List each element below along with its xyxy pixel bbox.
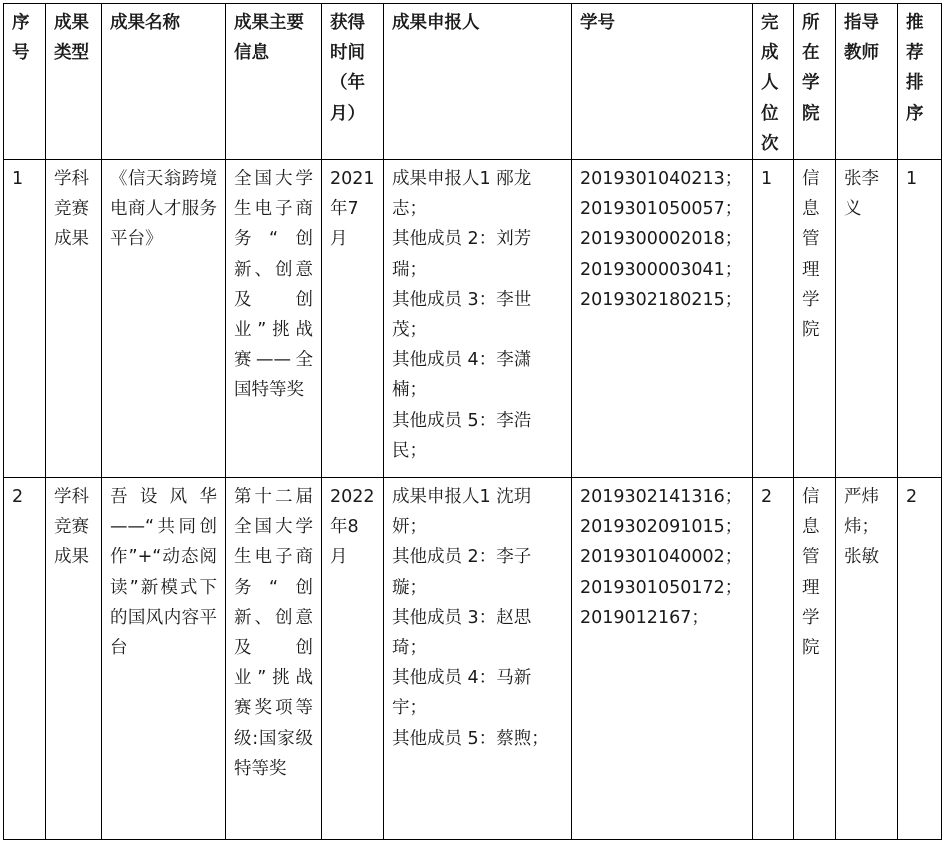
cell-advisor: 张李义 (836, 160, 898, 478)
cell-applicants (384, 160, 572, 478)
header-row (4, 4, 942, 160)
applicant-line: 其他成员 2：李子璇； (392, 547, 532, 598)
applicant-line: 其他成员 5：蔡煦； (392, 728, 549, 749)
cell-type: 学科竞赛成果 (46, 160, 102, 478)
cell-time: 2021年7月 (322, 160, 384, 478)
header-order: 推荐排序 (898, 4, 942, 160)
cell-time: 2022年8月 (322, 478, 384, 840)
student-id: 2019012167； (580, 607, 709, 628)
table-row (4, 160, 942, 478)
cell-rank: 1 (753, 160, 794, 478)
cell-name: 《信天翁跨境电商人才服务平台》 (102, 160, 226, 478)
header-college: 所在学院 (794, 4, 836, 160)
cell-order: 2 (898, 478, 942, 840)
header-applicants: 成果申报人 (384, 4, 572, 160)
applicant-line: 成果申报人1 沈玥妍； (392, 487, 532, 538)
header-student-ids: 学号 (572, 4, 753, 160)
student-id: 2019301040213； (580, 169, 743, 190)
header-info: 成果主要信息 (226, 4, 322, 160)
cell-info: 全国大学生电子商务“创新、创意及创业”挑战赛——全国特等奖 (226, 160, 322, 478)
cell-student-ids (572, 160, 753, 478)
student-id: 2019301050057； (580, 199, 743, 220)
header-rank: 完成人位次 (753, 4, 794, 160)
header-index: 序号 (4, 4, 46, 160)
cell-applicants (384, 478, 572, 840)
cell-name: 吾设风华——“共同创作”+“动态阅读”新模式下的国风内容平台 (102, 478, 226, 840)
cell-college: 信息管理学院 (794, 160, 836, 478)
cell-index: 2 (4, 478, 46, 840)
cell-info: 第十二届全国大学生电子商务“创新、创意及创业”挑战赛奖项等级:国家级特等奖 (226, 478, 322, 840)
cell-index: 1 (4, 160, 46, 478)
cell-rank: 2 (753, 478, 794, 840)
student-id: 2019300002018； (580, 229, 743, 250)
applicant-line: 其他成员 4：李潇楠； (392, 350, 532, 401)
applicant-line: 其他成员 4：马新宇； (392, 668, 532, 719)
student-id: 2019301050172； (580, 577, 743, 598)
cell-college: 信息管理学院 (794, 478, 836, 840)
header-time: 获得时间（年月） (322, 4, 384, 160)
student-id: 2019301040002； (580, 547, 743, 568)
table-row (4, 478, 942, 840)
student-id: 2019302091015； (580, 517, 743, 538)
header-name: 成果名称 (102, 4, 226, 160)
cell-advisor: 严炜炜；张敏 (836, 478, 898, 840)
applicant-line: 其他成员 5：李浩民； (392, 410, 532, 461)
applicant-line: 其他成员 3：李世茂； (392, 289, 532, 341)
cell-student-ids (572, 478, 753, 840)
cell-order: 1 (898, 160, 942, 478)
applicant-line: 其他成员 2：刘芳瑞； (392, 229, 532, 280)
student-id: 2019302180215； (580, 289, 743, 310)
applicant-line: 其他成员 3：赵思琦； (392, 607, 532, 659)
student-id: 2019302141316； (580, 487, 743, 508)
header-advisor: 指导教师 (836, 4, 898, 160)
cell-type: 学科竞赛成果 (46, 478, 102, 840)
student-id: 2019300003041； (580, 259, 743, 280)
applicant-line: 成果申报人1 邴龙志； (392, 169, 532, 220)
achievement-table (3, 3, 942, 840)
header-type: 成果类型 (46, 4, 102, 160)
